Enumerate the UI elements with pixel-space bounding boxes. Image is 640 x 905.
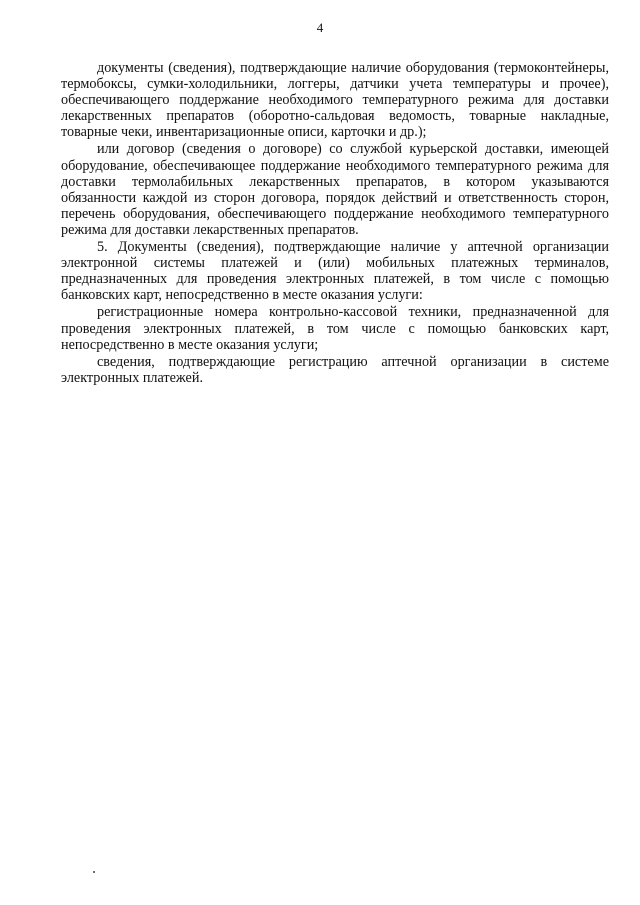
scan-speck [93,871,95,873]
page-number: 4 [316,20,324,35]
paragraph-courier-contract: или договор (сведения о договоре) со службой курьерской доставки, имеющей оборудование, обеспечивающее поддержание необходимого температурного режима для доставки термолабильных лекарственных препаратов, в котором указываются обязанности каждой из сторон договора, порядок действий и ответственность сторон, перечень оборудования, обеспечивающего поддержание необходимого температурного режима для доставки лекарственных препаратов. [61,141,609,238]
document-body [61,60,609,386]
paragraph-equipment-documents: документы (сведения), подтверждающие наличие оборудования (термоконтейнеры, термобоксы, сумки-холодильники, логгеры, датчики учета температуры и прочее), обеспечивающего поддержание необходимого температурного режима для доставки лекарственных препаратов (оборотно-сальдовая ведомость, товарные накладные, товарные чеки, инвентаризационные описи, карточки и др.); [61,60,609,141]
paragraph-payment-registration: сведения, подтверждающие регистрацию аптечной организации в системе электронных платежей. [61,353,609,386]
paragraph-payment-system: 5. Документы (сведения), подтверждающие наличие у аптечной организации электронной системы платежей и (или) мобильных платежных терминалов, предназначенных для проведения электронных платежей, в том числе с помощью банковских карт, непосредственно в месте оказания услуги: [61,239,609,304]
paragraph-cash-register-numbers: регистрационные номера контрольно-кассовой техники, предназначенной для проведения электронных платежей, в том числе с помощью банковских карт, непосредственно в месте оказания услуги; [61,304,609,353]
